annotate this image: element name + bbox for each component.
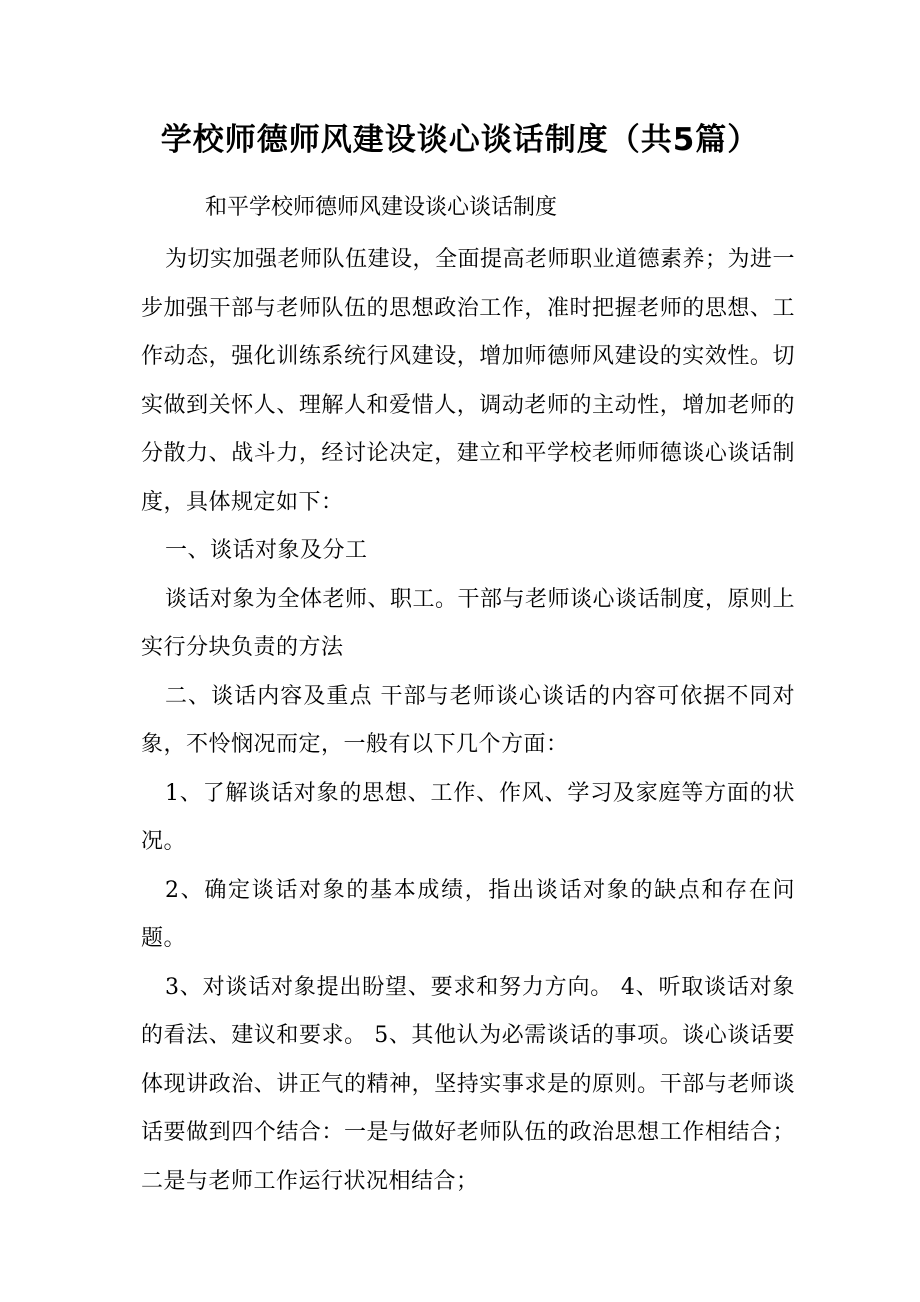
paragraph-item-2: 2、确定谈话对象的基本成绩，指出谈话对象的缺点和存在问题。 [141, 877, 795, 951]
paragraph-section-two: 二、谈话内容及重点 干部与老师谈心谈话的内容可依据不同对象，不怜悯况而定，一般有以下几个方面： [141, 683, 795, 757]
paragraph-item-1: 1、了解谈话对象的思想、工作、作风、学习及家庭等方面的状况。 [141, 780, 795, 854]
paragraph-section-one-heading: 一、谈话对象及分工 [165, 538, 368, 563]
document-body [141, 236, 795, 1206]
paragraph-intro: 为切实加强老师队伍建设，全面提高老师职业道德素养；为进一步加强干部与老师队伍的思想政治工作，准时把握老师的思想、工作动态，强化训练系统行风建设，增加师德师风建设的实效性。切实做到关怀人、理解人和爱惜人，调动老师的主动性，增加老师的分散力、战斗力，经讨论决定，建立和平学校老师师德谈心谈话制度，具体规定如下： [141, 247, 796, 515]
paragraph-section-one-body: 谈话对象为全体老师、职工。干部与老师谈心谈话制度，原则上实行分块负责的方法 [141, 586, 796, 660]
document-subtitle: 和平学校师德师风建设谈心谈话制度 [205, 195, 558, 220]
paragraph-item-3-5: 3、对谈话对象提出盼望、要求和努力方向。 4、听取谈话对象的看法、建议和要求。 5、其他认为必需谈话的事项。谈心谈话要体现讲政治、讲正气的精神，坚持实事求是的原则。干部与老师谈话要做到四个结合：一是与做好老师队伍的政治思想工作相结合；二是与老师工作运行状况相结合； [141, 974, 795, 1194]
document-title: 学校师德师风建设谈心谈话制度（共5篇） [160, 122, 760, 158]
